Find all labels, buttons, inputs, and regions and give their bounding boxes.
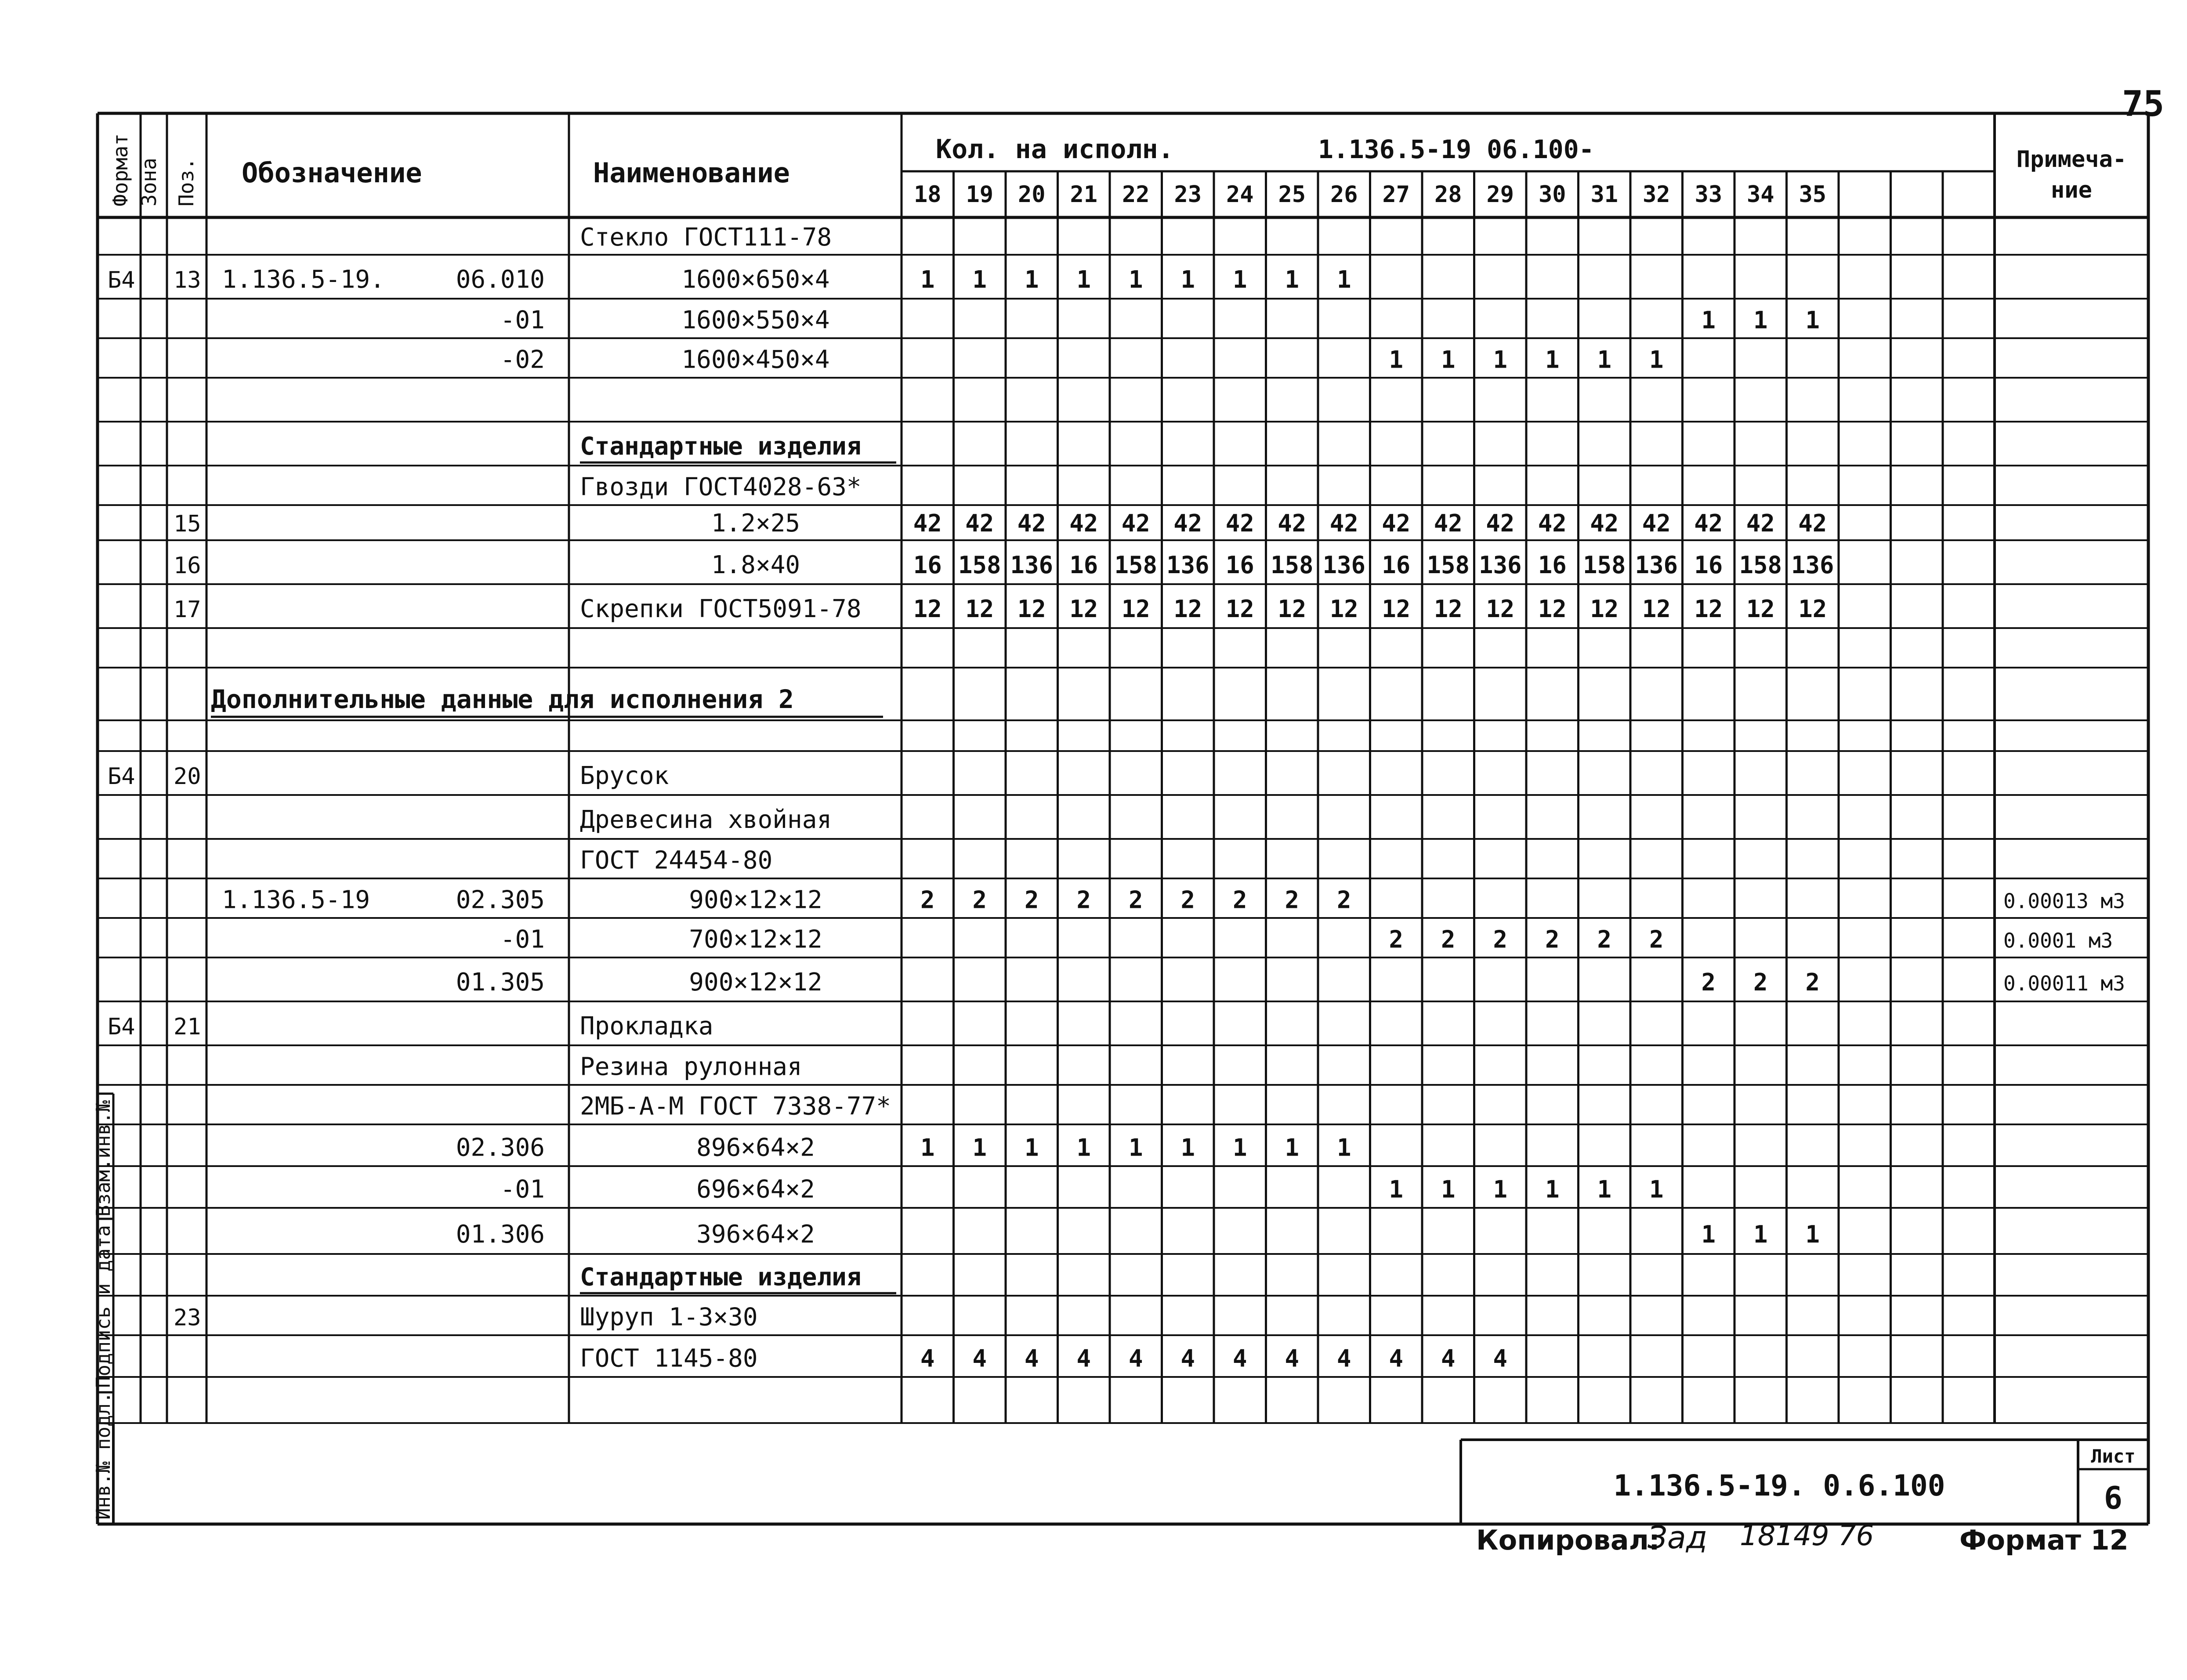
qty-cell: 42 (1746, 509, 1775, 537)
header-name: Наименование (593, 157, 790, 189)
qty-cell: 4 (1128, 1344, 1143, 1373)
name-cell: Брусок (580, 762, 669, 790)
qty-cell: 1 (1441, 346, 1456, 374)
designation-right: 02.305 (456, 885, 545, 914)
qty-cell: 42 (1538, 509, 1567, 537)
qty-cell: 2 (1441, 925, 1456, 954)
name-cell: Стандартные изделия (580, 432, 862, 461)
qty-cell: 42 (1486, 509, 1515, 537)
qty-cell: 1 (1701, 1220, 1716, 1248)
name-cell: 1.2×25 (711, 509, 800, 538)
variant-label: 29 (1486, 181, 1514, 208)
qty-cell: 1 (1753, 1220, 1768, 1248)
qty-cell: 136 (1322, 551, 1366, 579)
name-cell: Прокладка (580, 1012, 713, 1041)
qty-cell: 12 (1278, 595, 1307, 623)
copied-signature: Зад (1647, 1520, 1708, 1556)
designation-right: 01.305 (456, 968, 545, 997)
qty-cell: 2 (1649, 925, 1664, 954)
qty-cell: 2 (1493, 925, 1508, 954)
header-designation: Обозначение (242, 157, 422, 189)
variant-label: 28 (1434, 181, 1462, 208)
qty-cell: 1 (1180, 1134, 1195, 1162)
qty-cell: 1 (1805, 1220, 1820, 1248)
qty-cell: 42 (1382, 509, 1411, 537)
qty-cell: 12 (965, 595, 994, 623)
qty-cell: 42 (1434, 509, 1463, 537)
titleblock-sheet-label: Лист (2091, 1445, 2136, 1467)
position-cell: 15 (174, 511, 201, 537)
qty-cell: 4 (1024, 1344, 1039, 1373)
header-position: Поз. (174, 158, 198, 206)
qty-cell: 42 (1798, 509, 1827, 537)
qty-cell: 2 (1232, 886, 1247, 914)
qty-cell: 158 (1739, 551, 1782, 579)
side-label-sign: Подпись и дата (92, 1225, 115, 1388)
qty-cell: 1 (1389, 1175, 1404, 1203)
qty-cell: 158 (1114, 551, 1158, 579)
qty-cell: 1 (1232, 1134, 1247, 1162)
name-cell: 900×12×12 (689, 968, 822, 997)
variant-label: 22 (1122, 181, 1150, 208)
format-cell: Б4 (108, 267, 135, 293)
qty-cell: 1 (1180, 266, 1195, 293)
qty-cell: 42 (1329, 509, 1358, 537)
variant-label: 26 (1330, 181, 1358, 208)
qty-cell: 42 (1173, 509, 1202, 537)
designation-right: 02.306 (456, 1133, 545, 1162)
qty-cell: 2 (1180, 886, 1195, 914)
qty-cell: 16 (1225, 551, 1254, 579)
page-number: 75 (2122, 83, 2165, 124)
variant-label: 25 (1278, 181, 1306, 208)
qty-cell: 12 (913, 595, 942, 623)
qty-cell: 2 (1545, 925, 1560, 954)
qty-cell: 12 (1746, 595, 1775, 623)
designation-right: -01 (500, 925, 545, 954)
qty-cell: 1 (1441, 1175, 1456, 1203)
qty-cell: 16 (913, 551, 942, 579)
position-cell: 21 (174, 1014, 201, 1040)
name-cell: 1.8×40 (711, 551, 800, 579)
qty-cell: 1 (1545, 346, 1560, 374)
qty-cell: 4 (972, 1344, 987, 1373)
position-cell: 13 (174, 267, 201, 293)
qty-cell: 1 (1753, 306, 1768, 334)
qty-cell: 4 (1441, 1344, 1456, 1373)
name-cell: 1600×550×4 (681, 306, 830, 335)
variant-label: 21 (1070, 181, 1098, 208)
variant-label: 32 (1642, 181, 1670, 208)
header-zone: Зона (137, 158, 161, 206)
qty-cell: 2 (1285, 886, 1300, 914)
qty-cell: 1 (1128, 266, 1143, 293)
qty-cell: 2 (920, 886, 935, 914)
name-cell: Стандартные изделия (580, 1263, 862, 1292)
format-cell: Б4 (108, 763, 135, 790)
qty-cell: 1 (1232, 266, 1247, 293)
qty-cell: 2 (1024, 886, 1039, 914)
qty-cell: 12 (1642, 595, 1671, 623)
designation-right: -02 (500, 345, 545, 374)
qty-cell: 2 (1389, 925, 1404, 954)
qty-cell: 4 (1232, 1344, 1247, 1373)
qty-cell: 4 (1336, 1344, 1351, 1373)
designation-right: 06.010 (456, 265, 545, 294)
format-label: Формат 12 (1959, 1524, 2129, 1556)
qty-cell: 12 (1069, 595, 1098, 623)
qty-cell: 158 (1270, 551, 1314, 579)
qty-cell: 12 (1694, 595, 1723, 623)
name-cell: ГОСТ 1145-80 (580, 1344, 758, 1373)
variant-label: 18 (913, 181, 941, 208)
qty-cell: 42 (1694, 509, 1723, 537)
header-qty-series: 1.136.5-19 06.100- (1318, 134, 1594, 164)
qty-cell: 12 (1382, 595, 1411, 623)
qty-cell: 2 (1753, 968, 1768, 996)
qty-cell: 1 (1649, 346, 1664, 374)
name-cell: Резина рулонная (580, 1052, 802, 1081)
qty-cell: 42 (1225, 509, 1254, 537)
section-title: Дополнительные данные для исполнения 2 (211, 684, 794, 714)
designation-right: -01 (500, 306, 545, 335)
qty-cell: 1 (1493, 1175, 1508, 1203)
copied-label: Копировал: (1476, 1524, 1660, 1556)
qty-cell: 2 (1076, 886, 1091, 914)
qty-cell: 4 (1285, 1344, 1300, 1373)
header-format: Формат (109, 133, 132, 206)
position-cell: 20 (174, 763, 201, 790)
variant-label: 34 (1746, 181, 1774, 208)
name-cell: 700×12×12 (689, 925, 822, 954)
name-cell: 696×64×2 (696, 1175, 815, 1204)
qty-cell: 1 (1597, 346, 1612, 374)
qty-cell: 4 (920, 1344, 935, 1373)
qty-cell: 4 (1180, 1344, 1195, 1373)
qty-cell: 136 (1791, 551, 1834, 579)
qty-cell: 42 (1642, 509, 1671, 537)
qty-cell: 12 (1538, 595, 1567, 623)
qty-cell: 42 (965, 509, 994, 537)
qty-cell: 158 (1582, 551, 1626, 579)
qty-cell: 1 (1076, 266, 1091, 293)
name-cell: ГОСТ 24454-80 (580, 846, 773, 875)
variant-label: 27 (1382, 181, 1410, 208)
variant-label: 23 (1174, 181, 1202, 208)
qty-cell: 1 (1024, 266, 1039, 293)
note-cell: 0.00013 м3 (2003, 889, 2125, 913)
qty-cell: 136 (1166, 551, 1209, 579)
variant-label: 24 (1226, 181, 1254, 208)
qty-cell: 1 (1024, 1134, 1039, 1162)
qty-cell: 4 (1076, 1344, 1091, 1373)
qty-cell: 4 (1389, 1344, 1404, 1373)
designation-left: 1.136.5-19. (222, 265, 385, 294)
qty-cell: 12 (1486, 595, 1515, 623)
qty-cell: 42 (1278, 509, 1307, 537)
name-cell: 900×12×12 (689, 885, 822, 914)
qty-cell: 1 (1389, 346, 1404, 374)
variant-label: 33 (1695, 181, 1723, 208)
qty-cell: 1 (1545, 1175, 1560, 1203)
qty-cell: 16 (1069, 551, 1098, 579)
variant-label: 35 (1799, 181, 1827, 208)
qty-cell: 12 (1434, 595, 1463, 623)
qty-cell: 12 (1225, 595, 1254, 623)
designation-left: 1.136.5-19 (222, 885, 370, 914)
name-cell: 1600×650×4 (681, 265, 830, 294)
qty-cell: 2 (1805, 968, 1820, 996)
qty-cell: 12 (1798, 595, 1827, 623)
qty-cell: 42 (1590, 509, 1619, 537)
position-cell: 16 (174, 553, 201, 579)
qty-cell: 1 (972, 266, 987, 293)
format-cell: Б4 (108, 1014, 135, 1040)
qty-cell: 12 (1017, 595, 1046, 623)
name-cell: 896×64×2 (696, 1133, 815, 1162)
variant-label: 19 (966, 181, 994, 208)
name-cell: Скрепки ГОСТ5091-78 (580, 595, 862, 623)
qty-cell: 1 (1336, 266, 1351, 293)
qty-cell: 12 (1173, 595, 1202, 623)
qty-cell: 1 (1649, 1175, 1664, 1203)
variant-label: 31 (1590, 181, 1619, 208)
variant-label: 30 (1538, 181, 1566, 208)
position-cell: 23 (174, 1304, 201, 1331)
note-cell: 0.0001 м3 (2003, 929, 2113, 953)
qty-cell: 2 (1128, 886, 1143, 914)
side-label-inv: Инв.№ подл. (92, 1391, 115, 1520)
name-cell: Шуруп 1-3×30 (580, 1303, 758, 1332)
qty-cell: 42 (913, 509, 942, 537)
qty-cell: 1 (920, 266, 935, 293)
qty-cell: 42 (1069, 509, 1098, 537)
titleblock-sheet-number: 6 (2104, 1480, 2123, 1516)
name-cell: 396×64×2 (696, 1220, 815, 1249)
qty-cell: 2 (1701, 968, 1716, 996)
header-note-2: ние (2051, 177, 2092, 203)
qty-cell: 1 (972, 1134, 987, 1162)
qty-cell: 16 (1538, 551, 1567, 579)
qty-cell: 1 (1128, 1134, 1143, 1162)
header-qty-caption: Кол. на исполн. (936, 134, 1174, 165)
qty-cell: 158 (958, 551, 1001, 579)
qty-cell: 1 (1285, 1134, 1300, 1162)
side-label-repl: Взам.инв.№ (92, 1100, 115, 1217)
qty-cell: 16 (1694, 551, 1723, 579)
qty-cell: 136 (1010, 551, 1054, 579)
qty-cell: 136 (1635, 551, 1678, 579)
titleblock-designation: 1.136.5-19. 0.6.100 (1613, 1469, 1945, 1503)
designation-right: -01 (500, 1175, 545, 1204)
position-cell: 17 (174, 596, 201, 623)
qty-cell: 1 (1597, 1175, 1612, 1203)
designation-right: 01.306 (456, 1220, 545, 1249)
qty-cell: 2 (972, 886, 987, 914)
qty-cell: 1 (1493, 346, 1508, 374)
qty-cell: 2 (1597, 925, 1612, 954)
qty-cell: 12 (1121, 595, 1150, 623)
qty-cell: 12 (1329, 595, 1358, 623)
name-cell: 2МБ-А-М ГОСТ 7338-77* (580, 1092, 891, 1121)
qty-cell: 1 (920, 1134, 935, 1162)
name-cell: Стекло ГОСТ111-78 (580, 223, 832, 252)
name-cell: 1600×450×4 (681, 345, 830, 374)
variant-label: 20 (1017, 181, 1046, 208)
qty-cell: 1 (1076, 1134, 1091, 1162)
qty-cell: 1 (1285, 266, 1300, 293)
qty-cell: 2 (1336, 886, 1351, 914)
name-cell: Древесина хвойная (580, 806, 832, 834)
note-cell: 0.00011 м3 (2003, 972, 2125, 995)
order-number: 18149 76 (1740, 1520, 1874, 1552)
qty-cell: 12 (1590, 595, 1619, 623)
header-note-1: Примеча- (2016, 146, 2127, 173)
qty-cell: 42 (1121, 509, 1150, 537)
qty-cell: 136 (1478, 551, 1522, 579)
qty-cell: 1 (1805, 306, 1820, 334)
qty-cell: 1 (1701, 306, 1716, 334)
name-cell: Гвозди ГОСТ4028-63* (580, 473, 862, 502)
qty-cell: 1 (1336, 1134, 1351, 1162)
qty-cell: 4 (1493, 1344, 1508, 1373)
qty-cell: 42 (1017, 509, 1046, 537)
qty-cell: 158 (1427, 551, 1470, 579)
qty-cell: 16 (1382, 551, 1411, 579)
